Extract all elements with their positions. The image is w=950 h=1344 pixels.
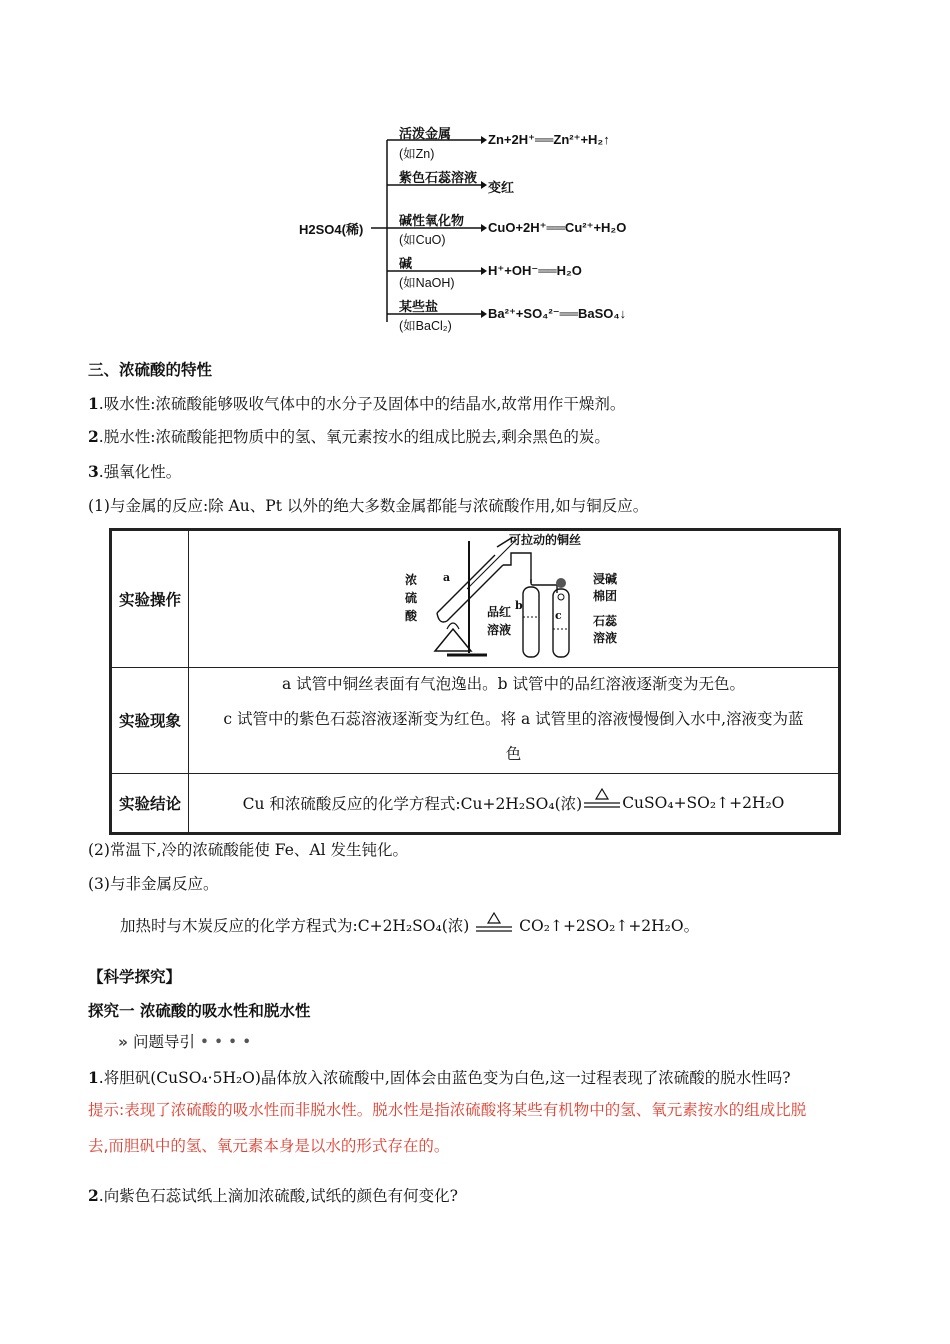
branch-label-basic-oxide: 碱性氧化物 [399, 213, 465, 228]
explore-subtitle: 探究一 浓硫酸的吸水性和脱水性 [88, 1002, 311, 1020]
observation-line-3: 色 [505, 745, 522, 763]
row-head-observation: 实验现象 [112, 667, 189, 773]
explore-title: 【科学探究】 [88, 968, 182, 986]
paragraph-passivation: (2)常温下,冷的浓硫酸能使 Fe、Al 发生钝化。 [88, 841, 408, 859]
paragraph-metal: (1)与金属的反应:除 Au、Pt 以外的绝大多数金属都能与浓硫酸作用,如与铜反应。 [88, 497, 649, 515]
paragraph-dehydrate: 2.脱水性:浓硫酸能把物质中的氢、氧元素按水的组成比脱去,剩余黑色的炭。 [88, 427, 610, 446]
paragraph-oxidize: 3.强氧化性。 [88, 462, 182, 481]
branch-label-salt: 某些盐 [399, 299, 439, 314]
apparatus-cell [189, 531, 838, 667]
equation-naoh: H⁺+OH⁻══H₂O [488, 263, 582, 278]
row-head-conclusion: 实验结论 [112, 773, 189, 832]
dilute-sulfuric-acid-diagram [295, 118, 665, 338]
label-c: c [555, 609, 562, 622]
guide-label: 问题导引 [132, 1033, 195, 1051]
label-litmus: 石蕊溶液 [593, 614, 618, 645]
equation-bacl2: Ba²⁺+SO₄²⁻══BaSO₄↓ [488, 306, 627, 321]
paragraph-carbon-reaction: 加热时与木炭反应的化学方程式为:C+2H₂SO₄(浓) CO₂↑+2SO₂↑+2H₂O。 [120, 915, 699, 937]
branch-label-active-metal: 活泼金属 [399, 126, 452, 141]
label-copper-wire: 可拉动的铜丝 [509, 533, 582, 547]
experiment-table [109, 528, 841, 835]
paragraph-absorb: 1.吸水性:浓硫酸能够吸收气体中的水分子及固体中的结晶水,故常用作干燥剂。 [88, 394, 626, 413]
hint-line-1: 提示:表现了浓硫酸的吸水性而非脱水性。脱水性是指浓硫酸将某些有机物中的氢、氧元素按水的组成比脱 [88, 1101, 807, 1119]
heating-equals-sign [474, 917, 514, 937]
observation-line-1: a 试管中铜丝表面有气泡逸出。b 试管中的品红溶液逐渐变为无色。 [281, 675, 746, 693]
diagram-root: H2SO4(稀) [299, 222, 364, 237]
branch-sub-naoh: (如NaOH) [399, 276, 455, 290]
row-head-operation: 实验操作 [112, 531, 189, 667]
label-b: b [515, 599, 523, 612]
branch-label-base: 碱 [399, 256, 413, 271]
guide-line [118, 1031, 251, 1053]
question-2: 2.向紫色石蕊试纸上滴加浓硫酸,试纸的颜色有何变化? [88, 1186, 458, 1205]
label-conc-acid: 浓硫酸 [405, 573, 418, 623]
branch-sub-bacl2: (如BaCl₂) [399, 319, 452, 333]
hint-line-2: 去,而胆矾中的氢、氧元素本身是以水的形式存在的。 [88, 1137, 450, 1155]
question-1: 1.将胆矾(CuSO₄·5H₂O)晶体放入浓硫酸中,固体会由蓝色变为白色,这一过程表现了浓硫酸的脱水性吗? [88, 1068, 791, 1087]
label-alkali-cotton: 浸碱棉团 [593, 572, 618, 603]
conclusion-reactants: Cu 和浓硫酸反应的化学方程式:Cu+2H₂SO₄(浓) [242, 794, 583, 813]
equation-zn: Zn+2H⁺══Zn²⁺+H₂↑ [488, 132, 610, 147]
result-red: 变红 [488, 180, 515, 195]
section-title: 三、浓硫酸的特性 [88, 361, 213, 379]
paragraph-nonmetal: (3)与非金属反应。 [88, 875, 219, 893]
conclusion-products: CuSO₄+SO₂↑+2H₂O [622, 793, 785, 812]
branch-label-litmus: 紫色石蕊溶液 [399, 170, 478, 185]
observation-line-2: c 试管中的紫色石蕊溶液逐渐变为红色。将 a 试管里的溶液慢慢倒入水中,溶液变为蓝 [223, 710, 804, 728]
branch-sub-zn: (如Zn) [399, 147, 435, 161]
heating-equals-sign [582, 793, 622, 813]
conclusion-cell [189, 773, 838, 832]
label-fuchsine: 品红溶液 [487, 605, 512, 637]
branch-sub-cuo: (如CuO) [399, 233, 446, 247]
observation-cell [189, 667, 838, 773]
double-chevron-icon: » [118, 1033, 129, 1051]
equation-cuo: CuO+2H⁺══Cu²⁺+H₂O [488, 220, 627, 235]
label-a: a [443, 571, 451, 584]
dots-icon: • • • • [199, 1033, 252, 1051]
